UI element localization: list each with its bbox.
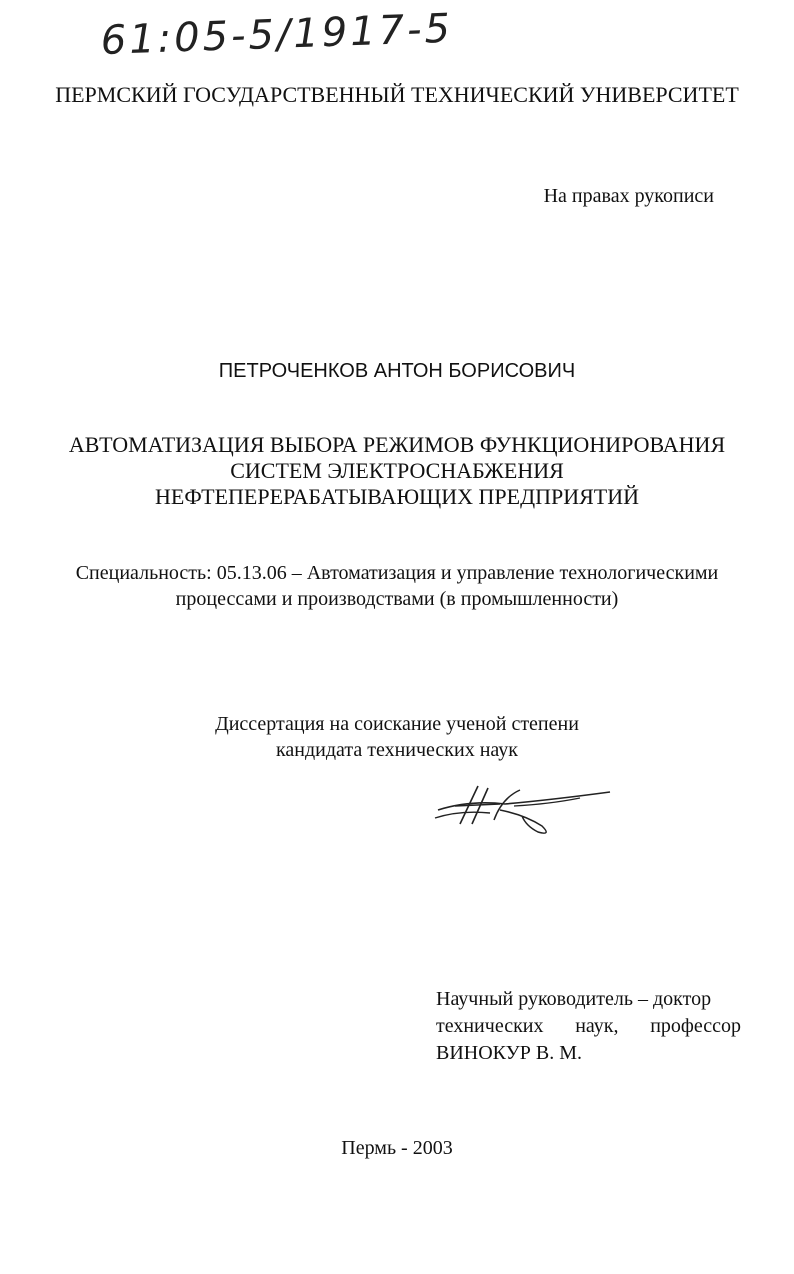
specialty-line-2: процессами и производствами (в промышленности) — [175, 588, 619, 610]
specialty-line-1: Специальность: 05.13.06 – Автоматизация и управление технологическими — [75, 562, 719, 584]
dissertation-line-1: Диссертация на соискание ученой степени — [215, 713, 579, 735]
advisor-line-1: Научный руководитель – доктор — [436, 988, 712, 1010]
advisor-name: ВИНОКУР В. М. — [436, 1042, 583, 1064]
dissertation-line-2: кандидата технических наук — [275, 739, 519, 761]
author-signature — [430, 780, 620, 845]
advisor-word-2: наук, — [575, 1015, 619, 1037]
advisor-word-1: технических — [436, 1015, 544, 1037]
university-name: ПЕРМСКИЙ ГОСУДАРСТВЕННЫЙ ТЕХНИЧЕСКИЙ УНИВЕРСИТЕТ — [55, 82, 739, 107]
advisor-line-2 — [436, 1015, 741, 1038]
manuscript-note: На правах рукописи — [543, 185, 714, 207]
place-year: Пермь - 2003 — [341, 1137, 453, 1159]
title-line-2: СИСТЕМ ЭЛЕКТРОСНАБЖЕНИЯ — [230, 458, 564, 483]
title-line-1: АВТОМАТИЗАЦИЯ ВЫБОРА РЕЖИМОВ ФУНКЦИОНИРОВАНИЯ — [68, 432, 726, 457]
author-name: ПЕТРОЧЕНКОВ АНТОН БОРИСОВИЧ — [218, 360, 576, 382]
advisor-word-3: профессор — [650, 1015, 741, 1037]
title-line-3: НЕФТЕПЕРЕРАБАТЫВАЮЩИХ ПРЕДПРИЯТИЙ — [155, 484, 639, 509]
handwritten-archive-code: 61:05-5/1917-5 — [100, 5, 454, 64]
